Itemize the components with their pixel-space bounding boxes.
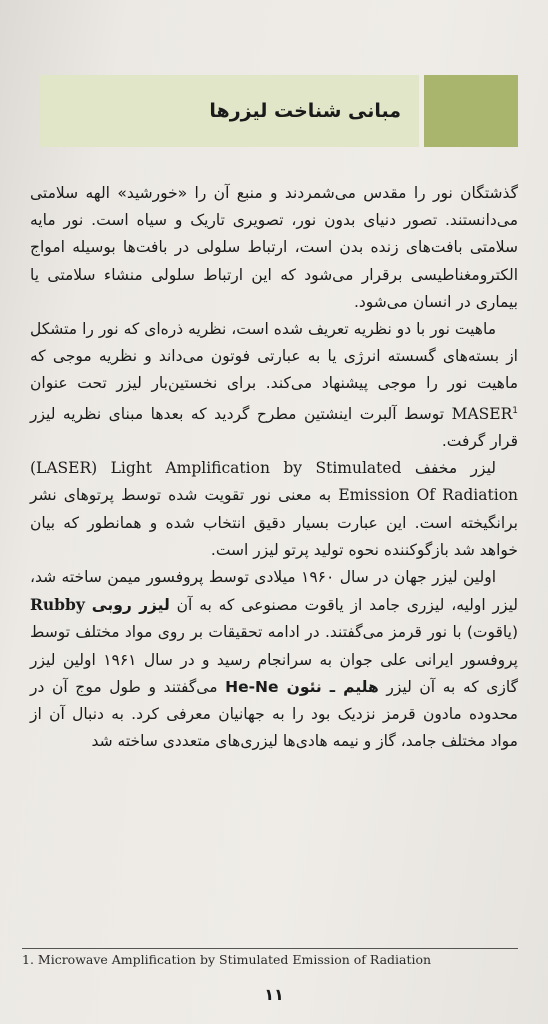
paragraph-4-text-a: اولین لیزر جهان در سال ۱۹۶۰ میلادی توسط پروفسور میمن ساخته شد، لیزر اولیه، لیزری جامد از یاقوت مصنوعی که به آن (30, 568, 518, 615)
paragraph-2-text-b: توسط آلبرت اینشتین مطرح گردید که بعدها مبنای نظریه لیزر قرار گرفت. (30, 404, 518, 450)
paragraph-2 (30, 316, 518, 455)
paragraph-3-text-b: به معنی نور تقویت شده توسط پرتوهای نشر برانگیخته است. این عبارت بسیار دقیق انتخاب شده و همانطور که بیان خواهد شد بازگوکننده نحوه تولید پرتو لیزر است. (30, 486, 518, 559)
paragraph-1: گذشتگان نور را مقدس می‌شمردند و منبع آن را «خورشید» الهه سلامتی می‌دانستند. تصور دنیای بدون نور، تصویری تاریک و سیاه است. نور مایه سلامتی بافت‌های زنده بدن است، ارتباط سلولی در بافت‌ها بوسیله امواج الکترومغناطیسی برقرار می‌شود که این ارتباط سلولی منشاء سلامتی یا بیماری در انسان می‌شود. (30, 184, 518, 311)
section-title-band (40, 75, 419, 147)
helium-neon-term: هلیم ـ نئون He-Ne (225, 677, 379, 696)
ruby-laser-latin: Rubby (30, 595, 85, 615)
page-number: ۱۱ (264, 985, 284, 1004)
maser-term: MASER (451, 404, 513, 423)
section-title-accent-block (424, 75, 518, 147)
footnote: 1. Microwave Amplification by Stimulated Emission of Radiation (22, 952, 432, 967)
footnote-marker: 1 (512, 405, 518, 416)
section-title: مبانی شناخت لیزرها (209, 100, 401, 122)
footnote-divider (22, 948, 518, 949)
paragraph-2-text-a: ماهیت نور با دو نظریه تعریف شده است، نظریه ذره‌ای که نور را متشکل از بسته‌های گسسته انرژی یا به عبارتی فوتون می‌داند و نظریه موجی که ماهیت نور را موجی پیشنهاد می‌کند. برای نخستین‌بار لیزر تحت عنوان (30, 320, 518, 393)
paragraph-3 (30, 455, 518, 564)
paragraph-4-text-c: (یاقوت) با نور قرمز می‌گفتند. در ادامه تحقیقات بر روی مواد مختلف توسط پروفسور ایرانی علی جوان به سرانجام رسید و در سال ۱۹۶۱ اولین لیزر گازی که به آن لیزر (30, 623, 518, 696)
paragraph-3-text-a: لیزر مخفف (414, 459, 496, 478)
paragraph-4-text-d: می‌گفتند و طول موج آن در محدوده مادون قرمز نزدیک بود را به جهانیان معرفی کرد. به دنبال آن از مواد مختلف جامد، گاز و نیمه هادی‌ها لیزری‌های متعددی ساخته شد (30, 677, 518, 751)
ruby-laser-term: لیزر روبی (91, 596, 170, 615)
laser-acronym-expansion: (LASER) Light Amplification by Stimulated Emission Of Radiation (30, 459, 519, 505)
paragraph-4 (30, 564, 518, 755)
body-text (30, 180, 518, 755)
